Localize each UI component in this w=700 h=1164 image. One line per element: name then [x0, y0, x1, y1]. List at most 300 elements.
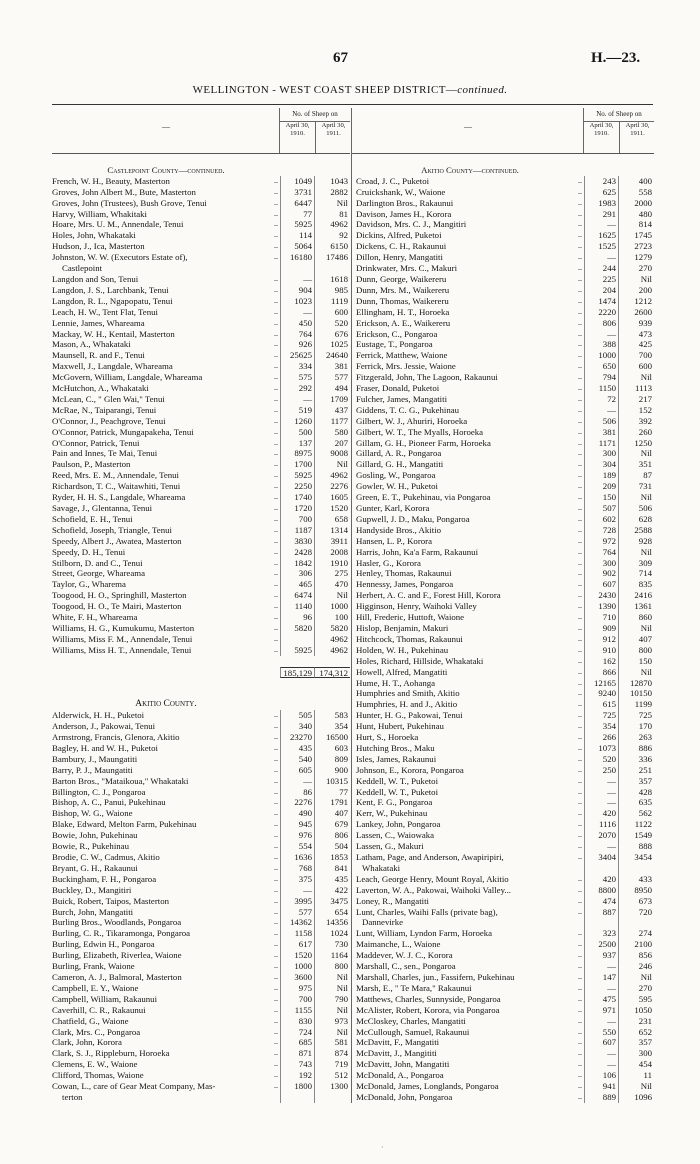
table-row [52, 252, 350, 263]
sheep-1910: 375 [280, 874, 314, 885]
owner-name: Keddell, W. T., Puketoi [356, 775, 439, 786]
leader-dots: .. [578, 393, 582, 403]
leader-dots: .. [274, 775, 278, 785]
owner-name: Richardson, T. C., Waitawhiti, Tenui [52, 481, 181, 492]
sheep-1910: 420 [584, 808, 618, 819]
table-row [352, 350, 654, 361]
sheep-1911: Nil [314, 972, 350, 983]
owner-name: Howell, Alfred, Mangatiti [356, 666, 448, 677]
leader-dots: .. [578, 1026, 582, 1036]
owner-name: Mackay, W. H., Kentail, Masterton [52, 328, 175, 339]
owner-name: Barry, P. J., Maungatiti [52, 764, 133, 775]
sheep-1911: 454 [618, 1059, 654, 1070]
sheep-1911: Nil [314, 1005, 350, 1016]
sheep-1910: 710 [584, 612, 618, 623]
owner-name: White, F. H., Whareama [52, 612, 138, 623]
leader-dots: .. [274, 928, 278, 938]
leader-dots: .. [274, 273, 278, 283]
sheep-1910: 189 [584, 470, 618, 481]
leader-dots: .. [578, 503, 582, 512]
sheep-1911: 841 [314, 863, 350, 874]
table-row [52, 427, 350, 438]
sheep-1910: 607 [584, 1037, 618, 1048]
sheep-1910: 9240 [584, 688, 618, 699]
sheep-1910: 3830 [280, 536, 314, 547]
sheep-1911: 17486 [314, 252, 350, 263]
sheep-1911: Nil [618, 1081, 654, 1092]
sheep-1911: 3475 [314, 896, 350, 907]
leader-dots: .. [578, 699, 582, 709]
sheep-1910: 1625 [584, 230, 618, 241]
leader-dots: .. [578, 350, 582, 360]
sheep-1910: 2070 [584, 830, 618, 841]
leader-dots: .. [274, 764, 278, 774]
owner-name: Castlepoint [62, 263, 103, 274]
table-row [352, 656, 654, 667]
sheep-1911: 874 [314, 1048, 350, 1059]
leader-dots: .. [274, 219, 278, 229]
table-row [52, 1048, 350, 1059]
sheep-1910: 1983 [584, 198, 618, 209]
sheep-1910: 945 [280, 819, 314, 830]
table-row [352, 329, 654, 340]
sheep-1910: 300 [584, 448, 618, 459]
sheep-1911: 679 [314, 819, 350, 830]
leader-dots: .. [578, 1048, 582, 1058]
table-row [52, 448, 350, 459]
table-row [52, 241, 350, 252]
owner-name: Lennie, James, Whareama [52, 317, 145, 328]
leader-dots: .. [578, 513, 582, 523]
sheep-1910: 354 [584, 721, 618, 732]
leader-dots: .. [274, 590, 278, 600]
page-number: 67 [333, 50, 348, 66]
left-table-body [52, 154, 350, 1103]
owner-name: O'Connor, Patrick, Mungapakeha, Tenui [52, 426, 194, 437]
sheep-1910: 8800 [584, 885, 618, 896]
county-heading [352, 165, 654, 176]
sheep-1910: 1049 [280, 176, 314, 187]
sheep-1911: 520 [314, 318, 350, 329]
owner-name: Gilbert, W. J., Ahuriri, Horoeka [356, 415, 468, 426]
date-1911-header: April 30, 1911. [315, 122, 351, 153]
sheep-1910: 5064 [280, 241, 314, 252]
leader-dots: .. [274, 862, 278, 872]
owner-name: Maimanche, L., Waione [356, 939, 441, 950]
sheep-1910: 1520 [280, 950, 314, 961]
leader-dots: .. [274, 284, 278, 294]
table-row [52, 732, 350, 743]
sheep-1911: 1791 [314, 797, 350, 808]
sheep-1911: 4962 [314, 645, 350, 656]
owner-name: Marsh, E., " Te Mara," Rakaunui [356, 982, 472, 993]
owner-name: Paulson, P., Masterton [52, 459, 131, 470]
sheep-1910: 2220 [584, 307, 618, 318]
sheep-1911: 351 [618, 459, 654, 470]
owner-name: McDonald, James, Longlands, Pongaroa [356, 1081, 499, 1092]
owner-name: Bowie, R., Pukehinau [52, 841, 129, 852]
owner-name: Harvy, William, Whakitaki [52, 208, 148, 219]
sheep-1910: 1842 [280, 558, 314, 569]
owner-name: Hudson, J., Ica, Masterton [52, 241, 145, 252]
table-row [352, 743, 654, 754]
table-row [52, 754, 350, 765]
sheep-1910: 5925 [280, 645, 314, 656]
table-row [52, 1059, 350, 1070]
table-row [52, 787, 350, 798]
leader-dots: .. [274, 917, 278, 927]
table-row [352, 612, 654, 623]
leader-dots: .. [578, 1070, 582, 1080]
owner-name: O'Connor, J., Peachgrove, Tenui [52, 415, 166, 426]
table-row [352, 972, 654, 983]
sheep-1911: 2723 [618, 241, 654, 252]
sheep-1911: Nil [314, 198, 350, 209]
leader-dots: .. [578, 852, 582, 861]
sheep-1910: 304 [584, 459, 618, 470]
table-row [352, 492, 654, 503]
sheep-1910: 137 [280, 438, 314, 449]
sheep-1911: 3454 [618, 852, 654, 863]
leader-dots: .. [578, 961, 582, 971]
sheep-1911: 809 [314, 754, 350, 765]
sheep-1911: 2588 [618, 525, 654, 536]
right-table-header [352, 108, 654, 154]
owner-name: Leach, H. W., Tent Flat, Tenui [52, 306, 158, 317]
leader-dots: .. [274, 884, 278, 894]
leader-dots: .. [578, 742, 582, 752]
sheep-1910: 420 [584, 874, 618, 885]
sheep-1911: 1250 [618, 438, 654, 449]
sheep-1910: 5925 [280, 470, 314, 481]
owner-name: Cowan, L., care of Gear Meat Company, Mas- [52, 1081, 216, 1092]
leader-dots: .. [274, 383, 278, 393]
table-row [352, 503, 654, 514]
owner-name: French, W. H., Beauty, Masterton [52, 175, 170, 186]
table-row [352, 808, 654, 819]
table-row [352, 601, 654, 612]
sheep-1910: 209 [584, 481, 618, 492]
owner-name: Bryant, G. H., Rakaunui [52, 862, 138, 873]
sheep-1911: 658 [314, 514, 350, 525]
sheep-1910: 830 [280, 1016, 314, 1027]
sheep-1911: 275 [314, 568, 350, 579]
owner-name: Hennessy, James, Pongaroa [356, 579, 454, 590]
sheep-1910: — [584, 1016, 618, 1027]
table-row [352, 1081, 654, 1092]
table-row [52, 1005, 350, 1016]
leader-dots: .. [274, 612, 278, 622]
leader-dots: .. [274, 546, 278, 556]
owner-name: Savage, J., Glentanna, Tenui [52, 503, 153, 513]
owner-name: Toogood, H. O., Te Mairi, Masterton [52, 601, 182, 612]
sheep-1910: 904 [280, 285, 314, 296]
sheep-1910: 1171 [584, 438, 618, 449]
sheep-1910: 768 [280, 863, 314, 874]
sheep-1910: 575 [280, 372, 314, 383]
sheep-1910: — [584, 329, 618, 340]
leader-dots: .. [274, 513, 278, 523]
owner-name: Loney, R., Mangatiti [356, 895, 429, 906]
table-row [352, 176, 654, 187]
sheep-1911: 336 [618, 754, 654, 765]
leader-dots: .. [578, 546, 582, 556]
sheep-1910: 6447 [280, 198, 314, 209]
sheep-1911: 270 [618, 983, 654, 994]
owner-name: Higginson, Henry, Waihoki Valley [356, 601, 477, 612]
owner-name: Kerr, W., Pukehinau [356, 808, 428, 819]
sheep-1911: 700 [618, 350, 654, 361]
leader-dots: .. [578, 175, 582, 185]
header-rule [52, 104, 653, 105]
sheep-1910: 605 [280, 765, 314, 776]
owner-name: Mason, A., Whakataki [52, 339, 131, 350]
sheep-1910: 381 [584, 427, 618, 438]
leader-dots: .. [578, 481, 582, 491]
table-row [352, 1027, 654, 1038]
leader-dots: .. [578, 317, 582, 327]
leader-dots: .. [274, 524, 278, 534]
sheep-1911: 562 [618, 808, 654, 819]
sheep-1910: 554 [280, 841, 314, 852]
sheep-1911: 251 [618, 765, 654, 776]
table-row [352, 1059, 654, 1070]
sheep-1911: 1361 [618, 601, 654, 612]
table-row [352, 994, 654, 1005]
leader-dots: .. [578, 197, 582, 207]
owner-name: Speedy, D. H., Tenui [52, 546, 126, 557]
table-row [352, 470, 654, 481]
sheep-1910: 1155 [280, 1005, 314, 1016]
sheep-1910: 86 [280, 787, 314, 798]
sheep-1910: 340 [280, 721, 314, 732]
leader-dots: .. [274, 1026, 278, 1036]
table-row [52, 896, 350, 907]
table-row [352, 558, 654, 569]
sheep-1911: 1043 [314, 176, 350, 187]
county-total-row [52, 667, 350, 678]
leader-dots: .. [578, 590, 582, 600]
sheep-1911: 985 [314, 285, 350, 296]
leader-dots: .. [578, 284, 582, 294]
leader-dots: .. [578, 404, 582, 414]
sheep-1910: 1474 [584, 296, 618, 307]
sheep-1911: 595 [618, 994, 654, 1005]
sheep-1911: 719 [314, 1059, 350, 1070]
sheep-1910: 323 [584, 928, 618, 939]
sheep-1910: 1140 [280, 601, 314, 612]
table-row [352, 885, 654, 896]
table-row [52, 928, 350, 939]
sheep-1911: 1745 [618, 230, 654, 241]
sheep-1910: 1390 [584, 601, 618, 612]
owner-name: Maddever, W. J. C., Korora [356, 950, 453, 961]
sheep-1910: 941 [584, 1081, 618, 1092]
leader-dots: .. [578, 1091, 582, 1101]
table-row [352, 219, 654, 230]
owner-name: McHutchon, A., Whakataki [52, 383, 149, 394]
blank-row [52, 154, 350, 165]
sheep-1911: 422 [314, 885, 350, 896]
owner-name: Gupwell, J. D., Maku, Pongaroa [356, 513, 470, 524]
date-1911-header: April 30, 1911. [619, 122, 655, 153]
leader-dots: .. [578, 612, 582, 622]
owner-name: Clark, John, Korora [52, 1037, 122, 1048]
leader-dots: .. [578, 557, 582, 567]
sheep-1911: 14356 [314, 917, 350, 928]
sheep-1911: 973 [314, 1016, 350, 1027]
sheep-1910: 243 [584, 176, 618, 187]
sheep-1910: — [280, 307, 314, 318]
table-row [52, 1037, 350, 1048]
leader-dots: .. [274, 535, 278, 545]
sheep-1911: 4962 [314, 634, 350, 645]
table-row [52, 329, 350, 340]
sheep-1911: 2416 [618, 590, 654, 601]
sheep-1911: 635 [618, 797, 654, 808]
sheep-1910: 225 [584, 274, 618, 285]
table-row [52, 350, 350, 361]
sheep-1911: Nil [618, 372, 654, 383]
sheep-1910: 1000 [584, 350, 618, 361]
table-row [352, 623, 654, 634]
owner-name: Buckingham, F. H., Pongaroa [52, 873, 157, 884]
owner-name: Hoare, Mrs. U. M., Annendale, Tenui [52, 219, 184, 230]
sheep-1910: — [584, 1048, 618, 1059]
sheep-1910: 12165 [584, 678, 618, 689]
sheep-1911: 806 [314, 830, 350, 841]
sheep-1910: 5925 [280, 219, 314, 230]
sheep-1911: 928 [618, 536, 654, 547]
owner-name: Burling Bros., Woodlands, Pongaroa [52, 917, 182, 928]
left-column [52, 108, 350, 1103]
table-row [352, 1048, 654, 1059]
table-row [352, 732, 654, 743]
leader-dots: .. [274, 797, 278, 807]
sheep-1911: Nil [618, 448, 654, 459]
sheep-1911: 654 [314, 907, 350, 918]
sheep-1910: 96 [280, 612, 314, 623]
leader-dots: .. [274, 437, 278, 447]
leader-dots: .. [274, 732, 278, 742]
table-row [352, 438, 654, 449]
sheep-1910: 147 [584, 972, 618, 983]
sheep-1911: 652 [618, 1027, 654, 1038]
sheep-1911: 81 [314, 209, 350, 220]
leader-dots: .. [274, 721, 278, 731]
sheep-1910: 794 [584, 372, 618, 383]
owner-name: Hutching Bros., Maku [356, 742, 435, 753]
owner-name: Hunter, H. G., Pakowai, Tenui [356, 710, 463, 721]
owner-name: Burling, C. R., Tikaramonga, Pongaroa [52, 928, 191, 939]
empty-cell [584, 917, 618, 928]
leader-dots: .. [578, 1081, 582, 1091]
leader-dots: .. [274, 372, 278, 382]
sheep-1911: 11 [618, 1070, 654, 1081]
sheep-1911: 3911 [314, 536, 350, 547]
sheep-1910: — [584, 776, 618, 787]
leader-dots: .. [274, 982, 278, 992]
leader-dots: .. [274, 579, 278, 589]
sheep-1911: 790 [314, 994, 350, 1005]
sheep-1910: 23270 [280, 732, 314, 743]
sheep-1910: 250 [584, 765, 618, 776]
table-row [352, 318, 654, 329]
table-row [52, 623, 350, 634]
leader-dots: .. [578, 666, 582, 676]
sheep-1910: 1158 [280, 928, 314, 939]
owner-name: McCloskey, Charles, Mangatiti [356, 1015, 466, 1026]
leader-dots: .. [274, 841, 278, 851]
leader-dots: .. [274, 350, 278, 360]
sheep-1911: 392 [618, 416, 654, 427]
table-row [352, 383, 654, 394]
leader-dots: .. [578, 993, 582, 1003]
sheep-1910: 291 [584, 209, 618, 220]
table-row [52, 361, 350, 372]
sheep-1910: 505 [280, 710, 314, 721]
owner-name: Fulcher, James, Mangatiti [356, 393, 448, 404]
sheep-1911: 2882 [314, 187, 350, 198]
leader-dots: .. [578, 470, 582, 480]
leader-dots: .. [274, 950, 278, 960]
owner-name: Davison, James H., Korora [356, 208, 452, 219]
leader-dots: .. [274, 241, 278, 251]
owner-name: Groves, John (Trustees), Bush Grove, Tenui [52, 197, 207, 208]
date-1910-header: April 30, 1910. [589, 122, 614, 137]
sheep-1911: 100 [314, 612, 350, 623]
leader-dots: .. [274, 819, 278, 829]
leader-dots: .. [578, 830, 582, 840]
table-row [52, 612, 350, 623]
owner-name: Dannevirke [362, 917, 404, 928]
table-row [352, 961, 654, 972]
table-row [52, 383, 350, 394]
sheep-1910: 3600 [280, 972, 314, 983]
sheep-1911: Nil [618, 972, 654, 983]
leader-dots: .. [578, 579, 582, 589]
sheep-count-header [583, 108, 654, 153]
leader-dots: .. [578, 568, 582, 578]
leader-dots: .. [274, 175, 278, 185]
sheep-1911: 260 [618, 427, 654, 438]
leader-dots: .. [578, 786, 582, 796]
sheep-1910: 866 [584, 667, 618, 678]
owner-name: Burch, John, Mangatiti [52, 906, 134, 917]
leader-dots: .. [578, 263, 582, 273]
leader-dots: .. [578, 230, 582, 240]
sheep-1910: — [584, 405, 618, 416]
owner-name: Dunn, Mrs. M., Waikereru [356, 284, 450, 295]
leader-dots: .. [578, 906, 582, 916]
owner-name: Williams, Miss F. M., Annendale, Tenui [52, 633, 193, 644]
sheep-1911: 494 [314, 383, 350, 394]
sheep-1911: 10315 [314, 776, 350, 787]
table-row [52, 470, 350, 481]
sheep-1910: 1525 [584, 241, 618, 252]
owner-name: Stilborn, D. and C., Tenui [52, 557, 143, 568]
owner-name: Billington, C. J., Pongaroa [52, 786, 146, 797]
sheep-1910: 976 [280, 830, 314, 841]
leader-dots: .. [578, 448, 582, 458]
sheep-1911: 888 [618, 841, 654, 852]
sheep-1911: 577 [314, 372, 350, 383]
sheep-1910: 185,129 [280, 667, 314, 678]
leader-dots: .. [274, 644, 278, 654]
table-row [352, 678, 654, 689]
owner-name: Eustage, T., Pongaroa [356, 339, 433, 350]
page-title-continued: continued. [457, 84, 508, 96]
